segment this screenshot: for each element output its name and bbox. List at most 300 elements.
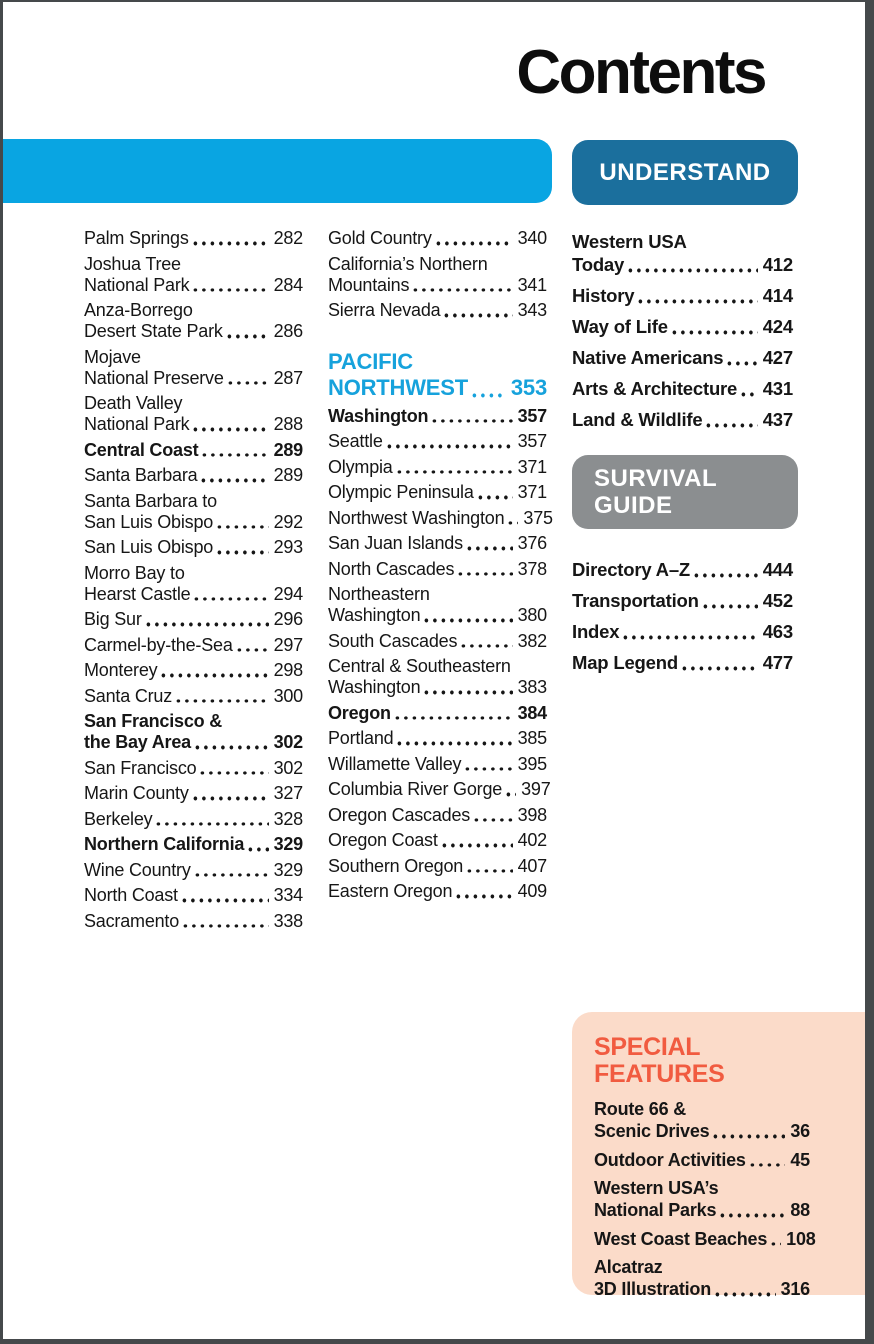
dot-leader — [193, 241, 269, 246]
toc-entry-page: 302 — [273, 732, 303, 752]
toc-entry-page: 357 — [517, 431, 547, 451]
toc-entry-page: 287 — [273, 367, 303, 388]
toc-entry-label: Columbia River Gorge — [328, 779, 503, 799]
toc-entry — [594, 1256, 810, 1300]
toc-entry — [84, 491, 303, 533]
toc-entry-label: Land & Wildlife — [572, 409, 703, 430]
dot-leader — [750, 1163, 786, 1168]
dot-leader — [227, 334, 269, 339]
toc-entry-label: 3D Illustration — [594, 1279, 712, 1299]
toc-entry-row — [572, 589, 793, 612]
dot-leader — [183, 924, 269, 929]
toc-entry — [84, 228, 303, 249]
toc-entry-page: 383 — [517, 677, 547, 697]
toc-entry-page: 341 — [517, 274, 547, 295]
dot-leader — [194, 597, 268, 602]
dot-leader — [467, 869, 512, 874]
toc-entry-row — [84, 275, 303, 296]
toc-entry — [572, 589, 793, 612]
dot-leader — [474, 818, 512, 823]
toc-entry-page: 293 — [273, 537, 303, 557]
toc-entry-label: Directory A–Z — [572, 559, 691, 580]
dot-leader — [432, 419, 512, 424]
toc-entry — [328, 559, 547, 580]
toc-entry-row — [572, 346, 793, 369]
toc-entry-page: 385 — [517, 728, 547, 748]
toc-entry-line: Mojave — [84, 346, 141, 367]
toc-entry-line: Joshua Tree — [84, 253, 181, 274]
toc-column-middle — [328, 228, 553, 907]
toc-entry — [84, 758, 303, 779]
dot-leader — [436, 241, 513, 246]
toc-entry-label: Berkeley — [84, 808, 153, 829]
toc-entry-page: 296 — [273, 609, 303, 629]
toc-entry — [594, 1177, 810, 1221]
toc-entry-line: Central & Southeastern — [328, 656, 511, 676]
toc-entry-row — [572, 377, 793, 400]
toc-entry-page: 289 — [273, 439, 303, 460]
toc-entry — [572, 315, 793, 338]
toc-entry-row — [328, 559, 547, 580]
toc-entry-row — [84, 465, 303, 486]
toc-entry-label: Hearst Castle — [84, 583, 191, 604]
toc-entry-row — [84, 440, 303, 461]
toc-entry-label: Santa Cruz — [84, 685, 173, 706]
toc-entry-label: Mountains — [328, 274, 410, 295]
toc-entry-row — [328, 431, 547, 452]
toc-entry-label: Olympia — [328, 456, 393, 477]
toc-entry-page: 371 — [517, 482, 547, 502]
toc-entry-line: Western USA’s — [594, 1178, 719, 1198]
toc-entry-page: 329 — [273, 859, 303, 880]
toc-entry-row — [84, 414, 303, 435]
toc-entry-label: Central Coast — [84, 439, 199, 460]
dot-leader — [508, 521, 518, 526]
toc-entry-row — [84, 537, 303, 558]
toc-entry — [328, 631, 547, 652]
toc-entry — [328, 254, 547, 296]
dot-leader — [706, 423, 757, 428]
dot-leader — [771, 1242, 781, 1247]
understand-badge — [572, 140, 798, 205]
toc-entry — [84, 860, 303, 881]
toc-entry — [572, 346, 793, 369]
toc-entry-row — [572, 651, 793, 674]
toc-entry-page: 477 — [762, 652, 793, 673]
dot-leader — [161, 673, 268, 678]
special-title-line1: SPECIAL — [594, 1033, 701, 1061]
dot-leader — [202, 453, 268, 458]
dot-leader — [741, 392, 758, 397]
toc-entry-row — [594, 1278, 810, 1300]
scan-edge-top — [0, 0, 874, 2]
toc-entry — [594, 1098, 810, 1142]
toc-entry-row — [84, 860, 303, 881]
survival-badge-line2: GUIDE — [594, 492, 673, 519]
toc-entry — [84, 609, 303, 630]
toc-entry-label: Wine Country — [84, 859, 191, 880]
toc-entry-label: Northwest Washington — [328, 507, 505, 528]
toc-entry-line: Route 66 & — [594, 1099, 687, 1119]
toc-entry-page: 384 — [517, 702, 547, 723]
toc-entry-label: Palm Springs — [84, 228, 189, 248]
toc-entry-page: 427 — [762, 347, 793, 368]
toc-entry-label: Scenic Drives — [594, 1121, 710, 1141]
dot-leader — [201, 478, 268, 483]
toc-entry-label: Marin County — [84, 783, 189, 803]
page-title: Contents — [516, 38, 765, 107]
toc-entry-page: 329 — [273, 834, 303, 854]
dot-leader — [467, 546, 513, 551]
dot-leader — [387, 444, 513, 449]
toc-entry — [328, 533, 547, 554]
dot-leader — [713, 1134, 785, 1139]
toc-entry-row — [328, 779, 551, 800]
dot-leader — [672, 330, 758, 335]
dot-leader — [217, 525, 268, 530]
toc-entry-label: Index — [572, 621, 620, 642]
toc-entry — [328, 349, 547, 401]
toc-entry-page: 378 — [517, 558, 547, 579]
toc-entry-page: 338 — [273, 910, 303, 931]
scan-edge-left — [0, 0, 3, 1344]
toc-entry-label: National Park — [84, 414, 190, 434]
toc-entry-page: 300 — [273, 685, 303, 706]
dot-leader — [193, 288, 268, 293]
toc-entry-label: Sierra Nevada — [328, 300, 441, 320]
toc-entry-row — [572, 253, 793, 276]
toc-entry-label: Portland — [328, 728, 394, 748]
dot-leader — [217, 550, 268, 555]
toc-entry-row — [328, 703, 547, 724]
dot-leader — [444, 313, 512, 318]
toc-entry — [328, 656, 547, 698]
toc-entry-line: San Francisco & — [84, 711, 223, 731]
toc-entry — [328, 703, 547, 724]
toc-entry-row — [572, 284, 793, 307]
toc-entry-label: Monterey — [84, 660, 158, 680]
toc-entry — [572, 558, 793, 581]
toc-entry — [84, 911, 303, 932]
toc-entry-page: 328 — [273, 808, 303, 829]
toc-entry-label: History — [572, 285, 635, 306]
toc-entry — [594, 1228, 816, 1250]
toc-entry-page: 292 — [273, 511, 303, 532]
toc-entry-row — [328, 677, 547, 698]
toc-entry-row — [572, 408, 793, 431]
toc-entry-label: North Coast — [84, 885, 178, 905]
dot-leader — [424, 690, 512, 695]
toc-entry-label: Santa Barbara — [84, 465, 198, 485]
toc-entry — [328, 856, 547, 877]
toc-entry — [84, 300, 303, 342]
toc-entry-page: 382 — [517, 630, 547, 651]
toc-entry — [84, 885, 303, 906]
toc-entry — [328, 754, 547, 775]
special-features-title — [594, 1034, 860, 1088]
toc-entry-label: San Luis Obispo — [84, 537, 214, 557]
dot-leader — [442, 843, 513, 848]
toc-entry-label: Eastern Oregon — [328, 881, 453, 901]
toc-entry-row — [328, 507, 553, 529]
toc-entry-page: 334 — [273, 885, 303, 905]
toc-entry-page: 36 — [790, 1121, 810, 1141]
toc-entry-page: 288 — [273, 414, 303, 434]
toc-entry-page: 298 — [273, 660, 303, 680]
toc-entry — [572, 408, 793, 431]
toc-entry-row — [328, 300, 547, 321]
toc-entry-label: Gold Country — [328, 228, 432, 248]
toc-entry-page: 409 — [517, 881, 547, 901]
toc-entry — [594, 1149, 810, 1171]
toc-entry — [84, 660, 303, 681]
toc-entry — [328, 228, 547, 249]
toc-entry-label: National Preserve — [84, 367, 224, 388]
toc-entry — [328, 805, 547, 826]
toc-entry — [84, 686, 303, 707]
toc-entry-label: National Parks — [594, 1200, 717, 1220]
toc-entry-row — [328, 275, 547, 296]
toc-entry-page: 397 — [521, 779, 551, 799]
dot-leader — [478, 495, 513, 500]
toc-entry-page: 463 — [762, 621, 793, 642]
toc-entry-row — [84, 228, 303, 249]
toc-entry-label: Seattle — [328, 431, 383, 451]
toc-entry — [328, 300, 547, 321]
toc-entry — [84, 635, 303, 656]
dot-leader — [176, 699, 269, 704]
dot-leader — [195, 873, 269, 878]
dot-leader — [193, 796, 269, 801]
toc-entry-row — [328, 754, 547, 775]
toc-entry-label: NORTHWEST — [328, 375, 468, 400]
toc-entry-label: North Cascades — [328, 558, 455, 579]
toc-entry-page: 108 — [786, 1228, 816, 1249]
toc-entry-label: Oregon Coast — [328, 830, 438, 850]
toc-entry-page: 297 — [273, 634, 303, 655]
toc-entry — [84, 465, 303, 486]
toc-entry-label: Oregon Cascades — [328, 804, 471, 825]
dot-leader — [237, 648, 269, 653]
toc-entry-page: 380 — [517, 605, 547, 625]
dot-leader — [720, 1213, 785, 1218]
toc-entry-row — [328, 457, 547, 478]
dot-leader — [694, 573, 758, 578]
toc-entry — [84, 393, 303, 435]
toc-entry — [84, 254, 303, 296]
toc-entry — [328, 457, 547, 478]
dot-leader — [703, 604, 758, 609]
toc-entry — [84, 783, 303, 804]
toc-entry — [84, 711, 303, 753]
toc-entry-row — [328, 228, 547, 249]
toc-entry-page: 376 — [517, 533, 547, 553]
toc-entry-row — [328, 406, 547, 427]
dot-leader — [458, 572, 512, 577]
toc-entry — [572, 651, 793, 674]
toc-entry-row — [84, 885, 303, 906]
toc-entry-page: 398 — [517, 804, 547, 825]
toc-entry-label: Big Sur — [84, 609, 142, 629]
toc-entry-page: 371 — [517, 456, 547, 477]
toc-entry-page: 343 — [517, 300, 547, 320]
understand-badge-label: UNDERSTAND — [599, 158, 771, 186]
toc-entry-row — [84, 368, 303, 389]
dot-leader — [461, 644, 512, 649]
toc-entry-label: Native Americans — [572, 347, 724, 368]
toc-entry-row — [328, 605, 547, 626]
toc-entry — [84, 440, 303, 461]
toc-entry-page: 395 — [517, 753, 547, 774]
toc-entry-label: San Francisco — [84, 757, 197, 778]
toc-entry — [572, 230, 793, 276]
survival-guide-badge — [572, 455, 798, 529]
toc-entry-page: 289 — [273, 465, 303, 485]
toc-entry-line: Morro Bay to — [84, 562, 185, 583]
toc-entry-label: Transportation — [572, 590, 699, 611]
toc-entry-page: 282 — [273, 228, 303, 248]
toc-entry-line: Santa Barbara to — [84, 490, 217, 511]
dot-leader — [472, 393, 506, 398]
toc-entry-page: 452 — [762, 590, 793, 611]
toc-entry-page: 45 — [790, 1149, 810, 1170]
toc-entry-label: Today — [572, 254, 625, 275]
toc-entry-row — [594, 1120, 810, 1142]
toc-entry-label: Washington — [328, 405, 429, 426]
toc-entry-page: 284 — [273, 274, 303, 295]
toc-entry-page: 414 — [762, 285, 793, 306]
toc-entry-row — [84, 732, 303, 753]
toc-entry — [328, 431, 547, 452]
toc-entry-row — [328, 533, 547, 554]
toc-entry-label: San Luis Obispo — [84, 511, 214, 532]
toc-entry-label: the Bay Area — [84, 732, 191, 752]
special-title-line2: FEATURES — [594, 1060, 725, 1088]
toc-entry-page: 302 — [273, 757, 303, 778]
toc-entry-page: 357 — [517, 405, 547, 426]
toc-entry-row — [84, 321, 303, 342]
toc-entry-row — [328, 375, 547, 401]
toc-entry — [328, 406, 547, 427]
toc-entry-label: San Juan Islands — [328, 533, 463, 553]
toc-entry-row — [84, 512, 303, 533]
dot-leader — [682, 666, 758, 671]
dot-leader — [228, 381, 269, 386]
toc-entry-page: 316 — [780, 1279, 810, 1299]
toc-entry-label: Carmel-by-the-Sea — [84, 634, 233, 655]
toc-entry-row — [84, 834, 303, 855]
dot-leader — [195, 745, 269, 750]
toc-entry-row — [328, 631, 547, 652]
toc-entry-row — [328, 805, 547, 826]
toc-entry-page: 286 — [273, 321, 303, 341]
toc-entry — [328, 482, 547, 503]
survival-entry-list — [572, 558, 793, 682]
toc-entry-line: Alcatraz — [594, 1257, 663, 1277]
toc-entry — [328, 830, 547, 851]
dot-leader — [397, 470, 513, 475]
toc-entry-label: Olympic Peninsula — [328, 482, 474, 502]
toc-entry-label: Desert State Park — [84, 321, 223, 341]
survival-badge-line1: SURVIVAL — [594, 465, 718, 492]
toc-entry-page: 375 — [523, 507, 553, 528]
toc-entry — [328, 881, 547, 902]
toc-entry-row — [572, 558, 793, 581]
dot-leader — [623, 635, 757, 640]
toc-entry — [84, 809, 303, 830]
toc-entry-page: 294 — [273, 583, 303, 604]
toc-entry — [328, 584, 547, 626]
toc-entry — [328, 779, 551, 800]
toc-entry-page: 327 — [273, 783, 303, 803]
toc-entry-label: Oregon — [328, 702, 391, 723]
toc-entry-line: Anza-Borrego — [84, 300, 193, 320]
understand-entry-list — [572, 230, 793, 439]
special-features-list — [594, 1098, 816, 1300]
toc-entry-label: Way of Life — [572, 316, 668, 337]
toc-entry-row — [328, 856, 547, 877]
dot-leader — [456, 894, 512, 899]
toc-entry-row — [328, 728, 547, 749]
toc-entry-row — [84, 584, 303, 605]
toc-entry-label: Arts & Architecture — [572, 378, 738, 399]
dot-leader — [506, 792, 516, 797]
special-features-box — [572, 1012, 874, 1299]
toc-entry-page: 407 — [517, 855, 547, 876]
dot-leader — [193, 427, 268, 432]
dot-leader — [248, 847, 268, 852]
toc-entry — [84, 537, 303, 558]
toc-entry-page: 437 — [762, 409, 793, 430]
toc-entry-label: West Coast Beaches — [594, 1228, 768, 1249]
dot-leader — [413, 288, 512, 293]
toc-entry-page: 402 — [517, 830, 547, 850]
toc-entry-row — [594, 1228, 816, 1250]
scan-edge-right — [865, 0, 874, 1344]
dot-leader — [146, 622, 269, 627]
dot-leader — [182, 898, 269, 903]
dot-leader — [638, 299, 757, 304]
dot-leader — [715, 1292, 776, 1297]
toc-entry-row — [328, 830, 547, 851]
toc-entry-row — [84, 609, 303, 630]
toc-entry-row — [84, 783, 303, 804]
toc-entry-line: Western USA — [572, 231, 687, 252]
toc-entry-row — [594, 1149, 810, 1171]
toc-entry-row — [84, 911, 303, 932]
dot-leader — [395, 716, 513, 721]
decorative-blue-bar — [0, 139, 552, 203]
toc-entry — [84, 563, 303, 605]
toc-entry-page: 412 — [762, 254, 793, 275]
toc-entry-label: Northern California — [84, 834, 245, 854]
toc-entry-label: Sacramento — [84, 910, 180, 931]
toc-entry — [84, 347, 303, 389]
toc-entry — [572, 620, 793, 643]
toc-entry-label: South Cascades — [328, 630, 458, 651]
toc-entry-row — [328, 482, 547, 503]
toc-entry-row — [84, 635, 303, 656]
dot-leader — [628, 268, 758, 273]
toc-entry-page: 340 — [517, 228, 547, 248]
dot-leader — [727, 361, 757, 366]
dot-leader — [156, 822, 268, 827]
dot-leader — [397, 741, 512, 746]
toc-entry-row — [84, 686, 303, 707]
toc-column-left — [84, 228, 303, 936]
toc-entry — [328, 507, 553, 529]
toc-entry-page: 431 — [762, 378, 793, 399]
